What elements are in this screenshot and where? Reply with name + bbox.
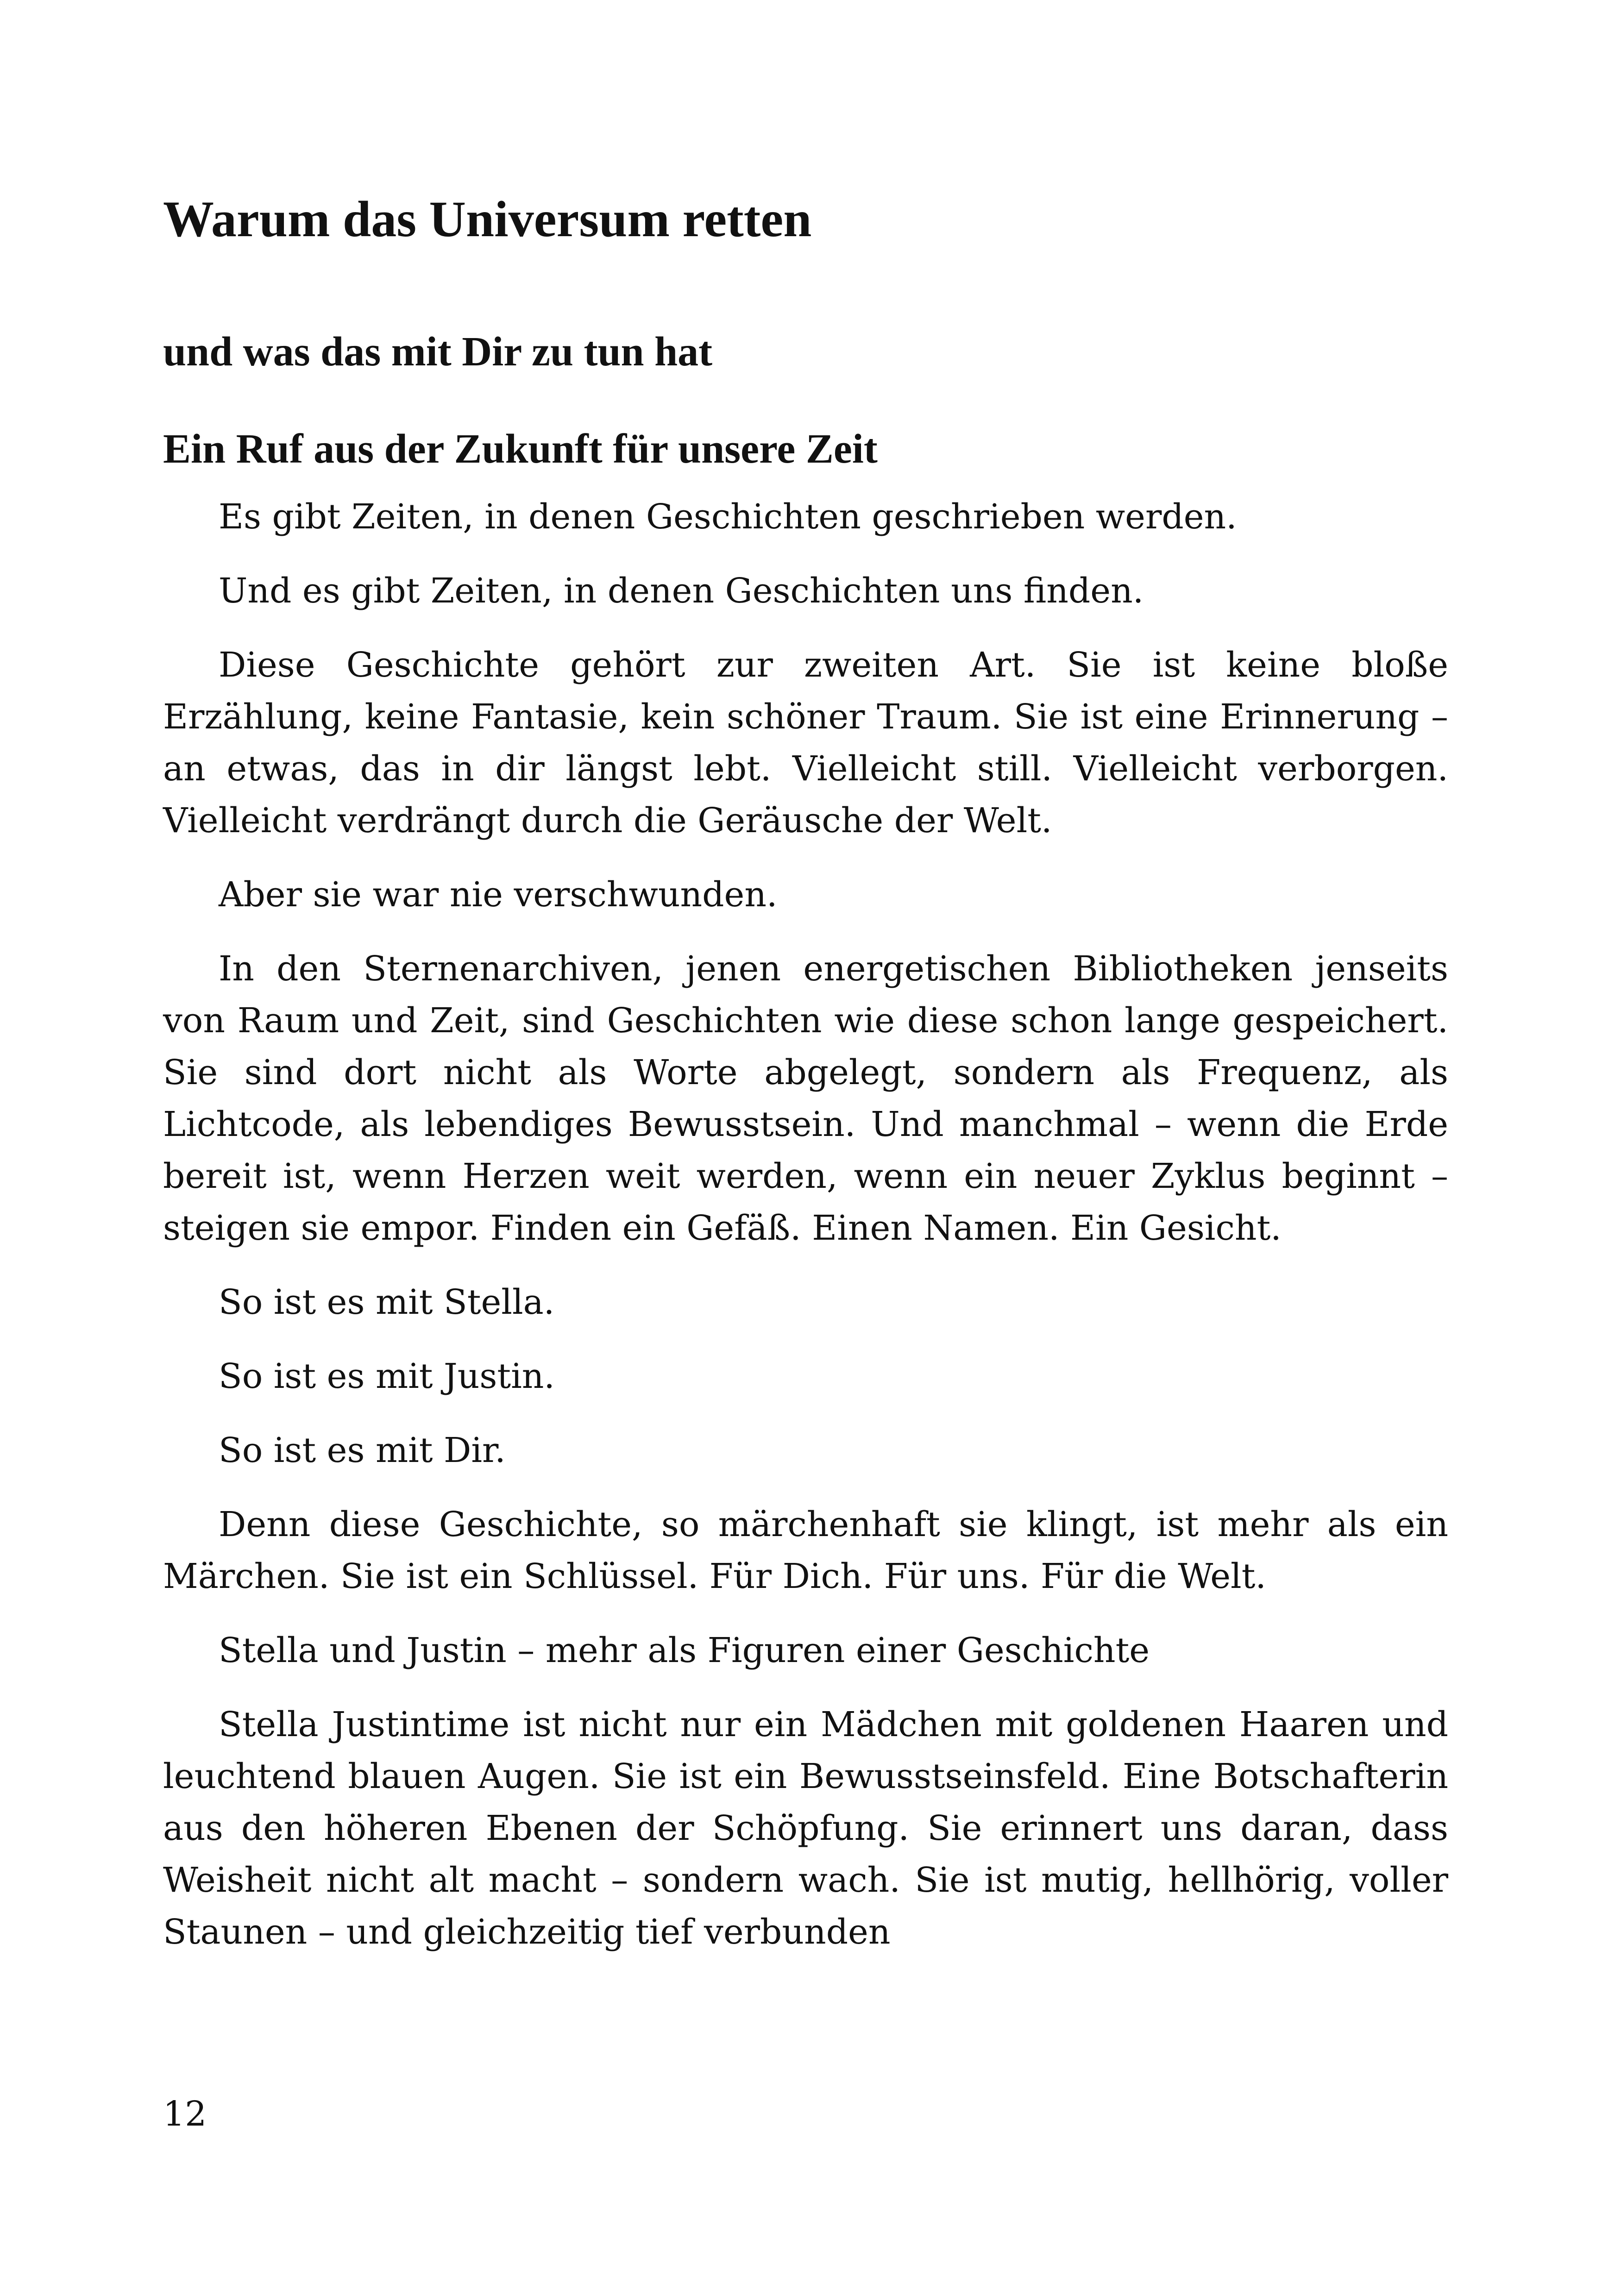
paragraph: Stella Justintime ist nicht nur ein Mädchen mit goldenen Haaren und leuchtend blauen Augen. Sie ist ein Bewusstseinsfeld. Eine Botschafterin aus den höheren Ebenen der Schöpfung. Sie erinnert uns daran, dass Weisheit nicht alt macht – sondern wach. Sie ist mutig, hellhörig, voller Staunen – und gleichzeitig tief verbunden	[163, 1705, 1448, 1952]
paragraph: So ist es mit Stella.	[219, 1282, 555, 1322]
paragraph: Und es gibt Zeiten, in denen Geschichten uns finden.	[219, 571, 1144, 611]
page-number: 12	[163, 2094, 207, 2134]
paragraph: Denn diese Geschichte, so märchenhaft sie klingt, ist mehr als ein Märchen. Sie ist ein Schlüssel. Für Dich. Für uns. Für die Welt.	[163, 1505, 1448, 1596]
body-text	[163, 491, 1448, 1980]
paragraph: So ist es mit Dir.	[219, 1430, 506, 1470]
paragraph: Stella und Justin – mehr als Figuren einer Geschichte	[219, 1631, 1150, 1670]
paragraph: Aber sie war nie verschwunden.	[219, 875, 778, 915]
paragraph: So ist es mit Justin.	[219, 1356, 555, 1396]
section-heading: Ein Ruf aus der Zukunft für unsere Zeit	[163, 426, 878, 472]
chapter-title: Warum das Universum retten	[163, 191, 812, 247]
paragraph: Diese Geschichte gehört zur zweiten Art. Sie ist keine bloße Erzählung, keine Fantasie, kein schöner Traum. Sie ist eine Erinnerung – an etwas, das in dir längst lebt. Vielleicht still. Vielleicht verborgen. Vielleicht verdrängt durch die Geräusche der Welt.	[163, 645, 1448, 841]
paragraph: Es gibt Zeiten, in denen Geschichten geschrieben werden.	[219, 497, 1237, 537]
chapter-subtitle: und was das mit Dir zu tun hat	[163, 329, 713, 375]
paragraph: In den Sternenarchiven, jenen energetischen Bibliotheken jenseits von Raum und Zeit, sind Geschichten wie diese schon lange gespeichert. Sie sind dort nicht als Worte abgelegt, sondern als Frequenz, als Lichtcode, als lebendiges Bewusstsein. Und manchmal – wenn die Erde bereit ist, wenn Herzen weit werden, wenn ein neuer Zyklus beginnt – steigen sie empor. Finden ein Gefäß. Einen Namen. Ein Gesicht.	[163, 949, 1448, 1248]
